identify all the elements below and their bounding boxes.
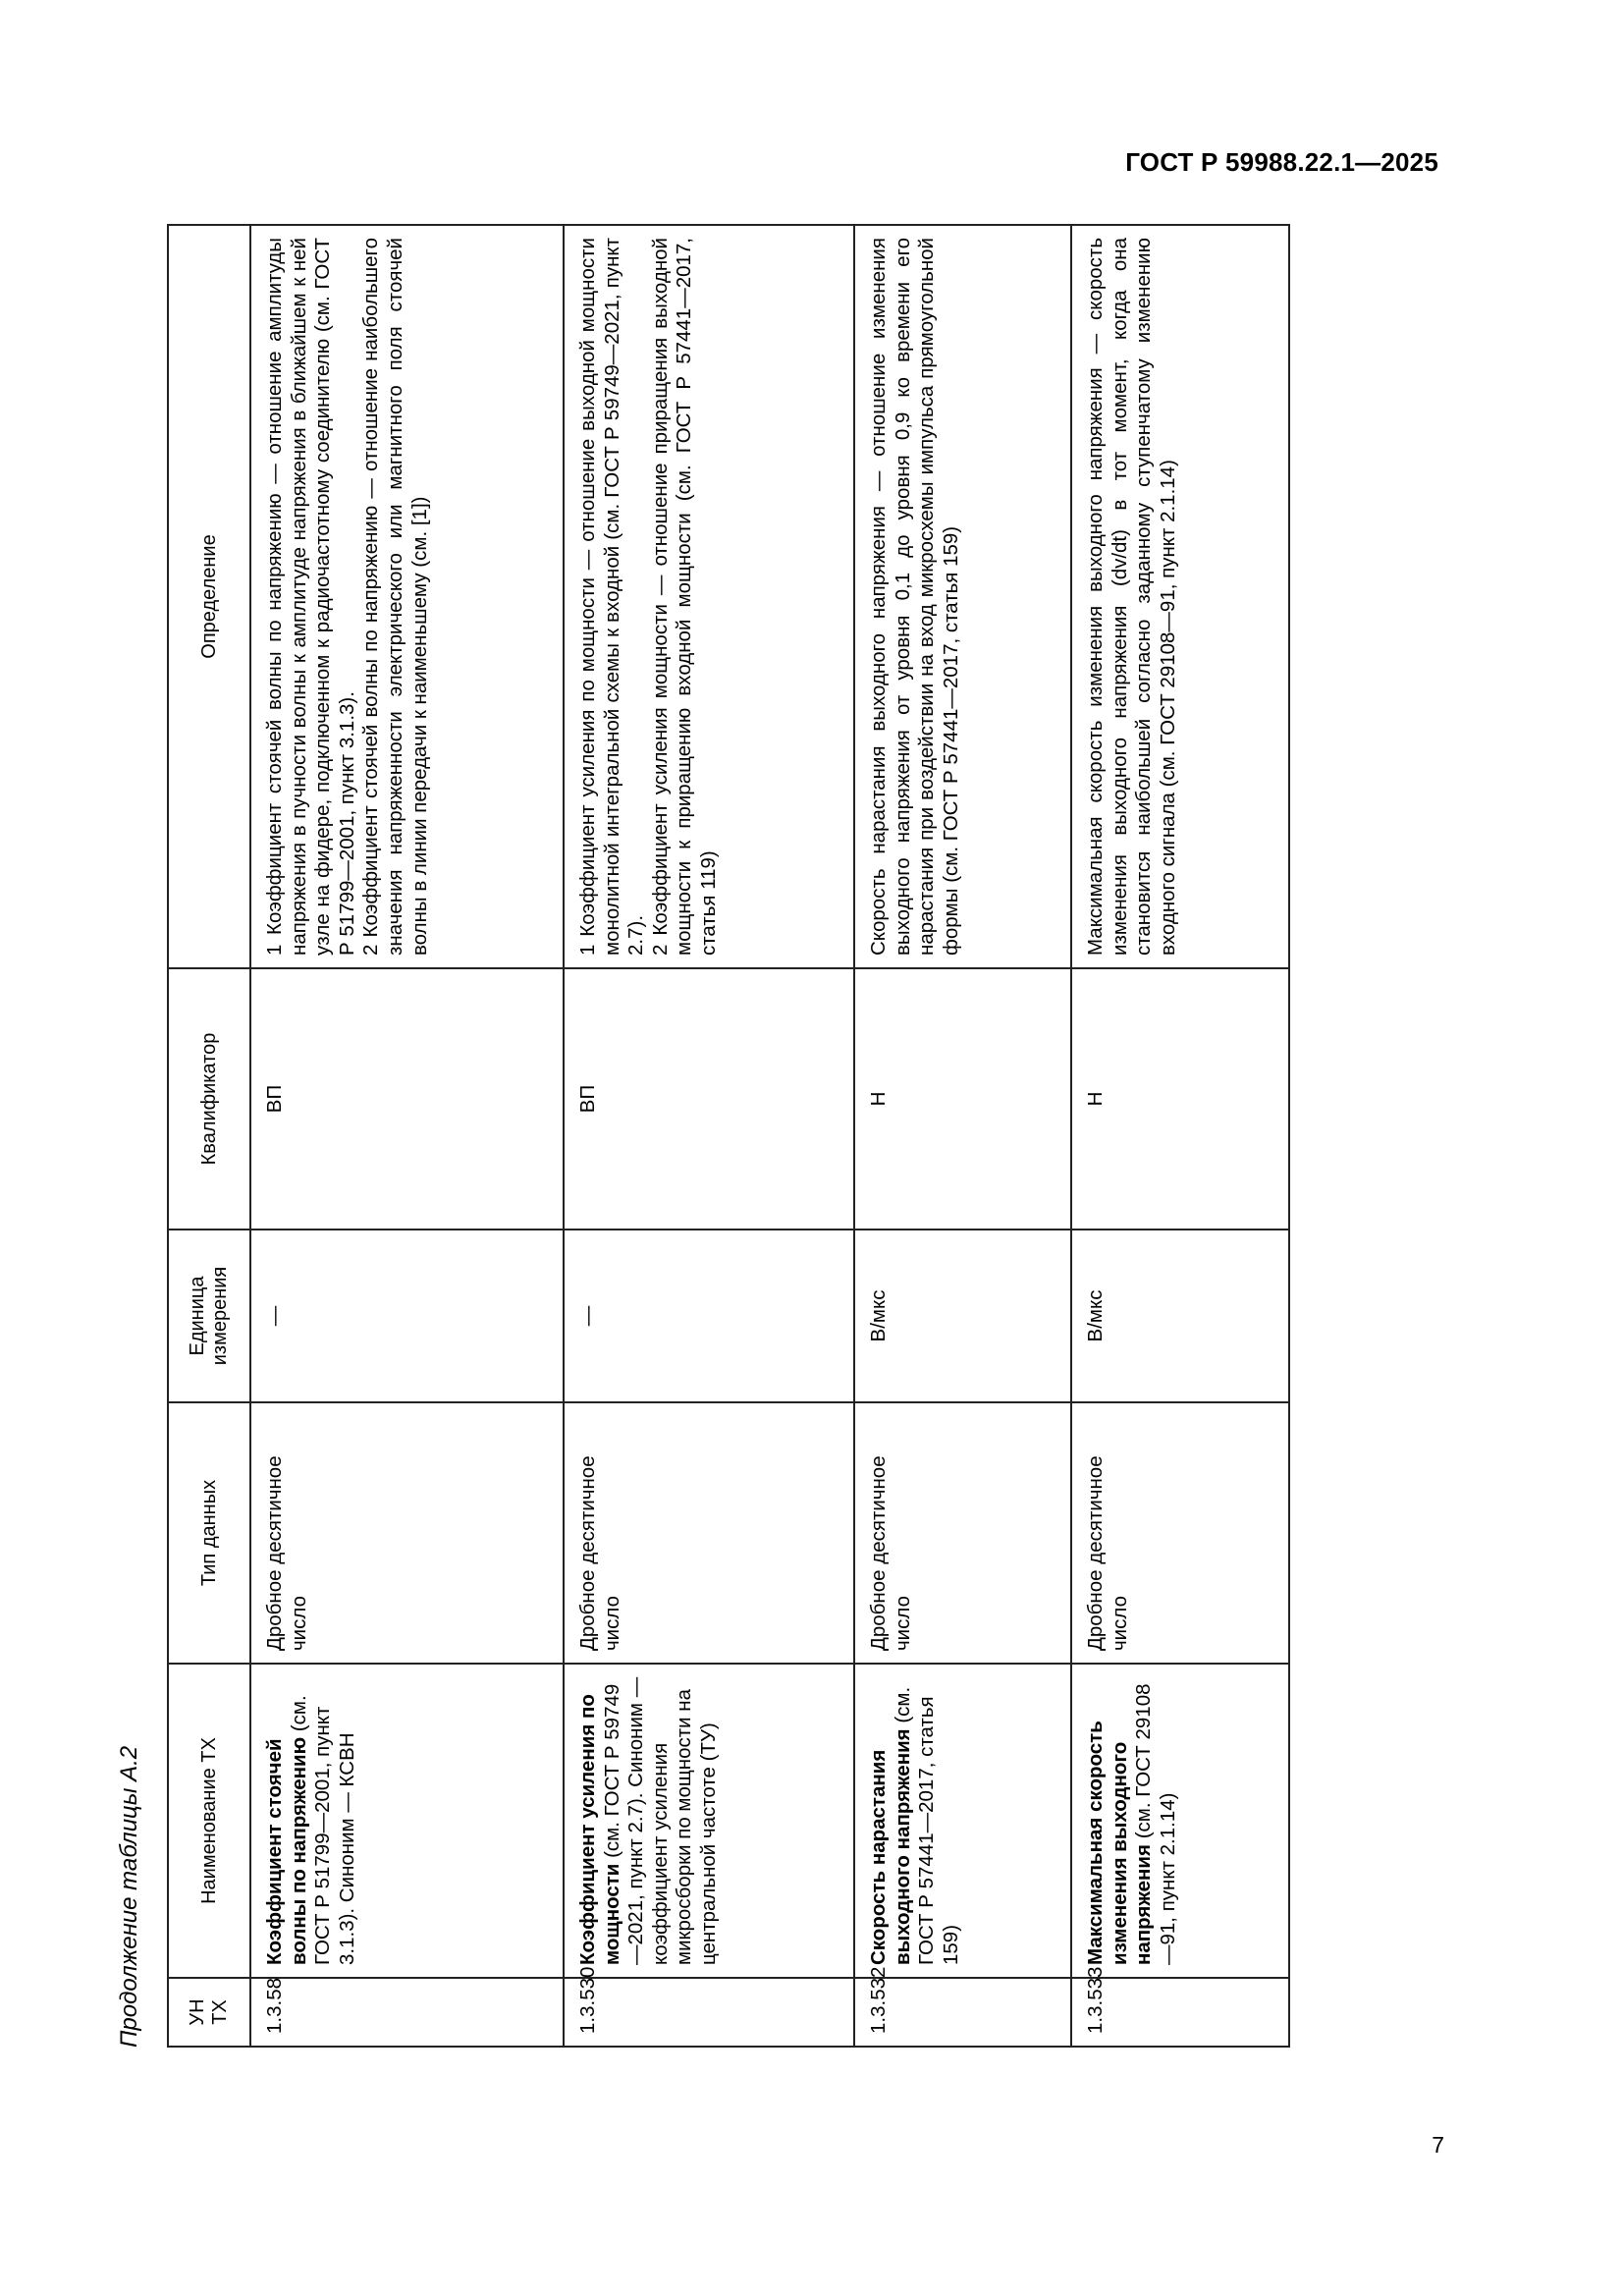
characteristics-table <box>167 224 1290 2048</box>
name-bold: Коэффициент стоячей волны по напряжению <box>263 1736 310 1965</box>
name-bold: Скорость нарастания выходного напряжения <box>867 1728 914 1965</box>
column-header-name: Наименование ТХ <box>168 1664 250 1978</box>
cell-name <box>854 1664 1071 1978</box>
cell-id: 1.3.530 <box>564 1978 854 2047</box>
cell-type: Дробное десятичное число <box>854 1402 1071 1664</box>
definition-paragraph: 1 Коэффициент стоячей волны по напряжению — отношение амплитуды напряжения в пучности волны к амплитуде напряжения в ближайшем к ней узле на фидере, подключенном к радиочастотному соединителю (см. ГОСТ Р 51799—2001, пункт 3.1.3). <box>263 238 358 956</box>
name-bold: Максимальная скорость изменения выходного напряжения <box>1084 1721 1156 1965</box>
table-row <box>854 225 1071 2047</box>
table-continuation-caption: Продолжение таблицы А.2 <box>116 1745 142 2048</box>
column-header-id: УН ТХ <box>168 1978 250 2047</box>
cell-qualifier: Н <box>854 968 1071 1230</box>
cell-qualifier: Н <box>1071 968 1289 1230</box>
definition-paragraph: Скорость нарастания выходного напряжения — отношение изменения выходного напряжения от уровня 0,1 до уровня 0,9 ко времени его нарастания при воздействии на вход микросхемы импульса прямоугольной формы (см. ГОСТ Р 57441—2017, статья 159) <box>867 238 962 956</box>
cell-id: 1.3.58 <box>250 1978 564 2047</box>
cell-definition <box>564 225 854 968</box>
cell-definition <box>1071 225 1289 968</box>
cell-definition <box>854 225 1071 968</box>
cell-definition <box>250 225 564 968</box>
column-header-type: Тип данных <box>168 1402 250 1664</box>
definition-paragraph: 1 Коэффициент усиления по мощности — отношение выходной мощности монолитной интегральной схемы к входной (см. ГОСТ Р 59749—2021, пункт 2.7). <box>576 238 648 956</box>
table-container <box>167 224 1290 2048</box>
cell-name <box>250 1664 564 1978</box>
document-number: ГОСТ Р 59988.22.1—2025 <box>1125 147 1438 177</box>
rotated-table-area <box>110 226 1278 2048</box>
cell-qualifier: ВП <box>250 968 564 1230</box>
definition-paragraph: Максимальная скорость изменения выходного напряжения — скорость изменения выходного напряжения (dv/dt) в тот момент, когда она становится наибольшей согласно заданному ступенчатому изменению входного сигнала (см. ГОСТ 29108—91, пункт 2.1.14) <box>1084 238 1179 956</box>
page-number: 7 <box>1432 2132 1444 2158</box>
cell-qualifier: ВП <box>564 968 854 1230</box>
cell-unit: В/мкс <box>1071 1230 1289 1402</box>
name-reference: (см. ГОСТ Р 51799—2001, пункт 3.1.3). Синоним — КСВН <box>287 1695 358 1965</box>
name-reference: (см. ГОСТ Р 57441—2017, статья 159) <box>891 1686 962 1965</box>
name-bold: Коэффициент усиления по мощности <box>576 1694 623 1965</box>
cell-id: 1.3.532 <box>854 1978 1071 2047</box>
cell-unit: — <box>564 1230 854 1402</box>
table-row <box>1071 225 1289 2047</box>
name-reference: (см. ГОСТ Р 59749—2021, пункт 2.7). Синоним — коэффициент усиления микросборки по мощности на центральной частоте (ТУ) <box>600 1676 720 1965</box>
cell-type: Дробное десятичное число <box>1071 1402 1289 1664</box>
cell-type: Дробное десятичное число <box>564 1402 854 1664</box>
column-header-qualifier: Квалификатор <box>168 968 250 1230</box>
table-row <box>250 225 564 2047</box>
column-header-definition: Определение <box>168 225 250 968</box>
cell-type: Дробное десятичное число <box>250 1402 564 1664</box>
name-reference: (см. ГОСТ 29108—91, пункт 2.1.14) <box>1132 1683 1179 1965</box>
definition-paragraph: 2 Коэффициент стоячей волны по напряжению — отношение наибольшего значения напряженности электрического или магнитного поля стоячей волны в линии передачи к наименьшему (см. [1]) <box>359 238 431 956</box>
cell-name <box>1071 1664 1289 1978</box>
column-header-unit: Единица измерения <box>168 1230 250 1402</box>
cell-id: 1.3.533 <box>1071 1978 1289 2047</box>
table-header-row <box>168 225 250 2047</box>
definition-paragraph: 2 Коэффициент усиления мощности — отношение приращения выходной мощности к приращению входной мощности (см. ГОСТ Р 57441—2017, статья 119) <box>648 238 720 956</box>
cell-unit: В/мкс <box>854 1230 1071 1402</box>
cell-name <box>564 1664 854 1978</box>
table-row <box>564 225 854 2047</box>
cell-unit: — <box>250 1230 564 1402</box>
